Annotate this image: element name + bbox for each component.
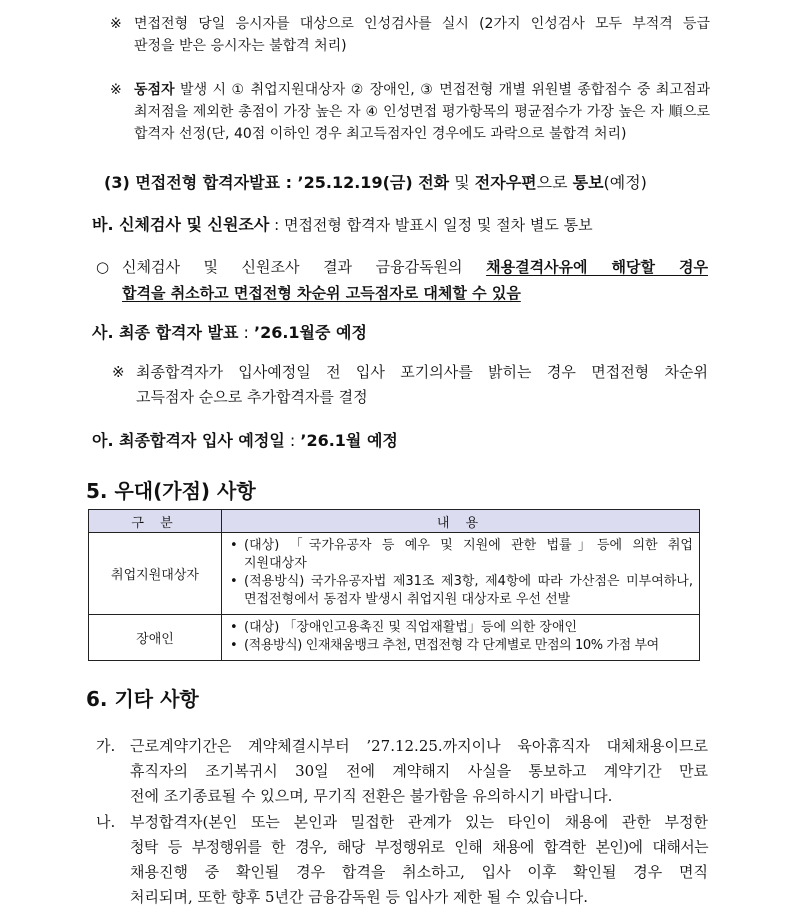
para-line: 휴직자의 조기복귀시 30일 전에 계약해지 사실을 통보하고 계약기간 만료 xyxy=(130,762,708,780)
item-line: (대상) 「장애인고용촉진 및 직업재활법」등에 의한 장애인 xyxy=(244,620,578,635)
table-row xyxy=(89,615,700,661)
item-line: (적용방식) 인재채움뱅크 추천, 면접전형 각 단계별로 만점의 10% 가점 부여 xyxy=(244,638,659,653)
text-email: 전자우편 xyxy=(474,173,537,192)
final-announce-label: 사. 최종 합격자 발표 xyxy=(92,323,239,342)
final-announce-note xyxy=(112,360,708,410)
item-line: 지원대상자 xyxy=(244,556,307,571)
join-date-value: ’26.1월 예정 xyxy=(300,431,398,450)
physical-line-1-underlined: 채용결격사유에 해당할 경우 xyxy=(486,258,708,276)
para-line: 부정합격자(본인 또는 본인과 밀접한 관계가 있는 타인이 채용에 관한 부정한 xyxy=(130,813,708,831)
separator: : xyxy=(238,323,254,342)
bullet-icon: • xyxy=(230,620,238,635)
list-item xyxy=(230,573,693,609)
row-category: 취업지원대상자 xyxy=(89,533,222,615)
final-announce-date: ’26.1월중 예정 xyxy=(254,323,367,342)
note-line: 합격자 선정(단, 40점 이하인 경우 최고득점자인 경우에도 과락으로 불합격 처리) xyxy=(134,126,627,142)
item-line: (적용방식) 국가유공자법 제31조 제3항, 제4항에 따라 가산점은 미부여하나, xyxy=(244,574,693,589)
join-date-label: 아. 최종합격자 입사 예정일 xyxy=(92,431,285,450)
text-and: 및 xyxy=(449,173,475,192)
preference-table xyxy=(88,509,700,661)
separator: : xyxy=(284,431,301,450)
interview-result-prefix: (3) 면접전형 합격자발표 : ’25.12.19(금) 전화 xyxy=(104,173,450,192)
list-item xyxy=(230,619,693,637)
list-item xyxy=(230,537,693,573)
interview-result-heading xyxy=(104,172,704,194)
note-line: 면접전형 당일 응시자를 대상으로 인성검사를 실시 (2가지 인성검사 모두 부적격 등급 xyxy=(134,16,710,32)
note-line: 최종합격자가 입사예정일 전 입사 포기의사를 밝히는 경우 면접전형 차순위 xyxy=(136,363,708,381)
tie-label: 동점자 xyxy=(134,82,175,98)
section6-title: 6. 기타 사항 xyxy=(86,687,199,711)
note-personality-test xyxy=(110,13,710,57)
note-line xyxy=(134,79,710,101)
physical-line-2-underlined: 합격을 취소하고 면접전형 차순위 고득점자로 대체할 수 있음 xyxy=(122,284,521,302)
row-category: 장애인 xyxy=(89,615,222,661)
physical-check-bullet-block xyxy=(96,254,708,306)
bullet-icon: • xyxy=(230,574,238,589)
para-line: 청탁 등 부정행위를 한 경우, 해당 부정행위로 인해 채용에 합격한 본인)에 대해서는 xyxy=(130,838,708,856)
para-label: 나. xyxy=(96,813,116,831)
para-line: 채용진행 중 확인될 경우 합격을 취소하고, 입사 이후 확인될 경우 면직 xyxy=(130,863,708,881)
header-content: 내 용 xyxy=(222,510,700,533)
list-item xyxy=(230,637,693,655)
note-line: 고득점자 순으로 추가합격자를 결정 xyxy=(136,388,368,406)
text-planned: (예정) xyxy=(603,173,647,192)
para-fraud xyxy=(96,810,708,910)
reference-mark: ※ xyxy=(110,82,122,98)
item-line: 면접전형에서 동점자 발생시 취업지원 대상자로 우선 선발 xyxy=(244,592,571,607)
final-announce-heading xyxy=(92,322,692,344)
bullet-icon: • xyxy=(230,638,238,653)
note-line: 최저점을 제외한 총점이 가장 높은 자 ④ 인성면접 평가항목의 평균점수가 가장 높은 자 順으로 xyxy=(134,104,710,120)
table-row xyxy=(89,533,700,615)
table-header-row xyxy=(89,510,700,533)
physical-line-2 xyxy=(122,280,708,306)
note-line: 판정을 받은 응시자는 불합격 처리) xyxy=(134,38,347,54)
reference-mark: ※ xyxy=(112,363,125,381)
physical-line-1-plain: 신체검사 및 신원조사 결과 금융감독원의 xyxy=(122,258,487,276)
physical-line-1 xyxy=(122,254,708,280)
text-notify: 통보 xyxy=(572,173,604,192)
item-line: (대상) 「국가유공자 등 예우 및 지원에 관한 법률」등에 의한 취업 xyxy=(244,538,693,553)
header-category: 구 분 xyxy=(89,510,222,533)
physical-check-label: 바. 신체검사 및 신원조사 xyxy=(92,215,270,234)
bullet-icon: • xyxy=(230,538,238,553)
text-by: 으로 xyxy=(536,173,573,192)
para-contract-period xyxy=(96,734,708,809)
para-line: 처리되며, 또한 향후 5년간 금융감독원 등 입사가 제한 될 수 있습니다. xyxy=(130,888,588,906)
para-line: 근로계약기간은 계약체결시부터 ’27.12.25.까지이나 육아휴직자 대체채용이므로 xyxy=(130,737,708,755)
para-label: 가. xyxy=(96,737,116,755)
note-text: 발생 시 ① 취업지원대상자 ② 장애인, ③ 면접전형 개별 위원별 종합점수 중 최고점과 xyxy=(174,82,710,98)
join-date-heading xyxy=(92,430,692,452)
physical-check-heading xyxy=(92,214,712,236)
section5-title: 5. 우대(가점) 사항 xyxy=(86,479,256,503)
row-content xyxy=(222,533,700,615)
row-content xyxy=(222,615,700,661)
note-tie-breaker xyxy=(110,79,710,145)
physical-check-text: : 면접전형 합격자 발표시 일정 및 절차 별도 통보 xyxy=(269,216,593,234)
circle-bullet-icon: ○ xyxy=(96,258,110,276)
reference-mark: ※ xyxy=(110,16,122,32)
para-line: 전에 조기종료될 수 있으며, 무기직 전환은 불가함을 유의하시기 바랍니다. xyxy=(130,787,613,805)
